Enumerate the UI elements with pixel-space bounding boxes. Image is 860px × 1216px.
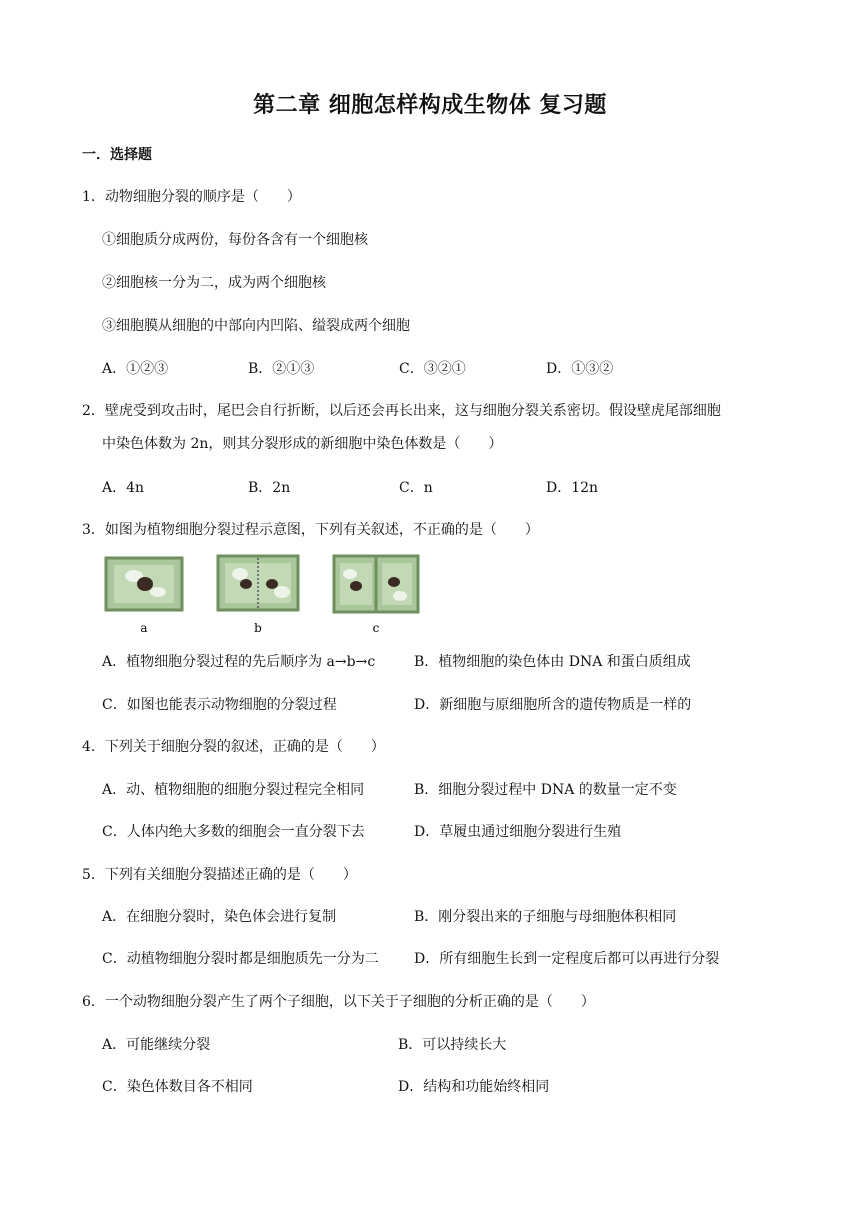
question-6-stem: 6．一个动物细胞分裂产生了两个子细胞，以下关于子细胞的分析正确的是（ ） [82, 994, 595, 1010]
question-3-option-a: A．植物细胞分裂过程的先后顺序为 a→b→c [102, 654, 376, 670]
question-2-stem-line-1: 2．壁虎受到攻击时，尾巴会自行折断，以后还会再长出来，这与细胞分裂关系密切。假设壁虎尾部细胞 [82, 403, 721, 419]
question-2-option-a: A．4n [102, 480, 145, 496]
question-1-item-1: ①细胞质分成两份，每份各含有一个细胞核 [102, 232, 368, 248]
question-6-option-a: A．可能继续分裂 [102, 1037, 211, 1053]
question-5-stem: 5．下列有关细胞分裂描述正确的是（ ） [82, 867, 357, 883]
question-1-option-d: D．①③② [546, 361, 614, 377]
question-2-stem-line-2: 中染色体数为 2n，则其分裂形成的新细胞中染色体数是（ ） [102, 436, 503, 452]
page-title: 第二章 细胞怎样构成生物体 复习题 [253, 93, 607, 118]
question-3-option-d: D．新细胞与原细胞所含的遗传物质是一样的 [414, 697, 692, 713]
nucleus-icon [137, 577, 153, 591]
question-4-option-b: B．细胞分裂过程中 DNA 的数量一定不变 [414, 782, 677, 798]
question-1-option-a: A．①②③ [102, 361, 169, 377]
question-2-option-d: D．12n [546, 480, 599, 496]
question-5-option-b: B．刚分裂出来的子细胞与母细胞体积相同 [414, 909, 677, 925]
question-6-option-b: B．可以持续长大 [398, 1037, 507, 1053]
question-4-stem: 4．下列关于细胞分裂的叙述，正确的是（ ） [82, 739, 385, 755]
question-3-stem: 3．如图为植物细胞分裂过程示意图，下列有关叙述，不正确的是（ ） [82, 522, 539, 538]
question-3-option-c: C．如图也能表示动物细胞的分裂过程 [102, 697, 337, 713]
question-1-item-2: ②细胞核一分为二，成为两个细胞核 [102, 275, 326, 291]
cell-division-figure [100, 546, 430, 638]
question-2-option-b: B．2n [248, 480, 291, 496]
question-5-option-a: A．在细胞分裂时，染色体会进行复制 [102, 909, 337, 925]
cell-b-image [218, 556, 298, 610]
question-1-option-b: B．②①③ [248, 361, 315, 377]
question-1-item-3: ③细胞膜从细胞的中部向内凹陷、缢裂成两个细胞 [102, 318, 410, 334]
figure-label-b: b [254, 621, 262, 635]
section-heading: 一．选择题 [82, 147, 152, 163]
question-4-option-a: A．动、植物细胞的细胞分裂过程完全相同 [102, 782, 365, 798]
question-1-stem: 1．动物细胞分裂的顺序是（ ） [82, 189, 301, 205]
question-5-option-c: C．动植物细胞分裂时都是细胞质先一分为二 [102, 951, 379, 967]
nucleus-icon [388, 577, 400, 587]
nucleus-icon [350, 581, 362, 591]
nucleus-icon [240, 579, 252, 589]
question-3-option-b: B．植物细胞的染色体由 DNA 和蛋白质组成 [414, 654, 691, 670]
question-4-option-d: D．草履虫通过细胞分裂进行生殖 [414, 824, 622, 840]
question-5-option-d: D．所有细胞生长到一定程度后都可以再进行分裂 [414, 951, 720, 967]
question-6-option-c: C．染色体数目各不相同 [102, 1079, 253, 1095]
nucleus-icon [266, 579, 278, 589]
question-6-option-d: D．结构和功能始终相同 [398, 1079, 550, 1095]
figure-label-a: a [140, 621, 148, 635]
question-2-option-c: C．n [399, 480, 433, 496]
question-1-option-c: C．③②① [399, 361, 466, 377]
cell-c-image [334, 556, 418, 612]
question-4-option-c: C．人体内绝大多数的细胞会一直分裂下去 [102, 824, 365, 840]
figure-label-c: c [372, 621, 380, 635]
cell-a-image [106, 558, 182, 610]
